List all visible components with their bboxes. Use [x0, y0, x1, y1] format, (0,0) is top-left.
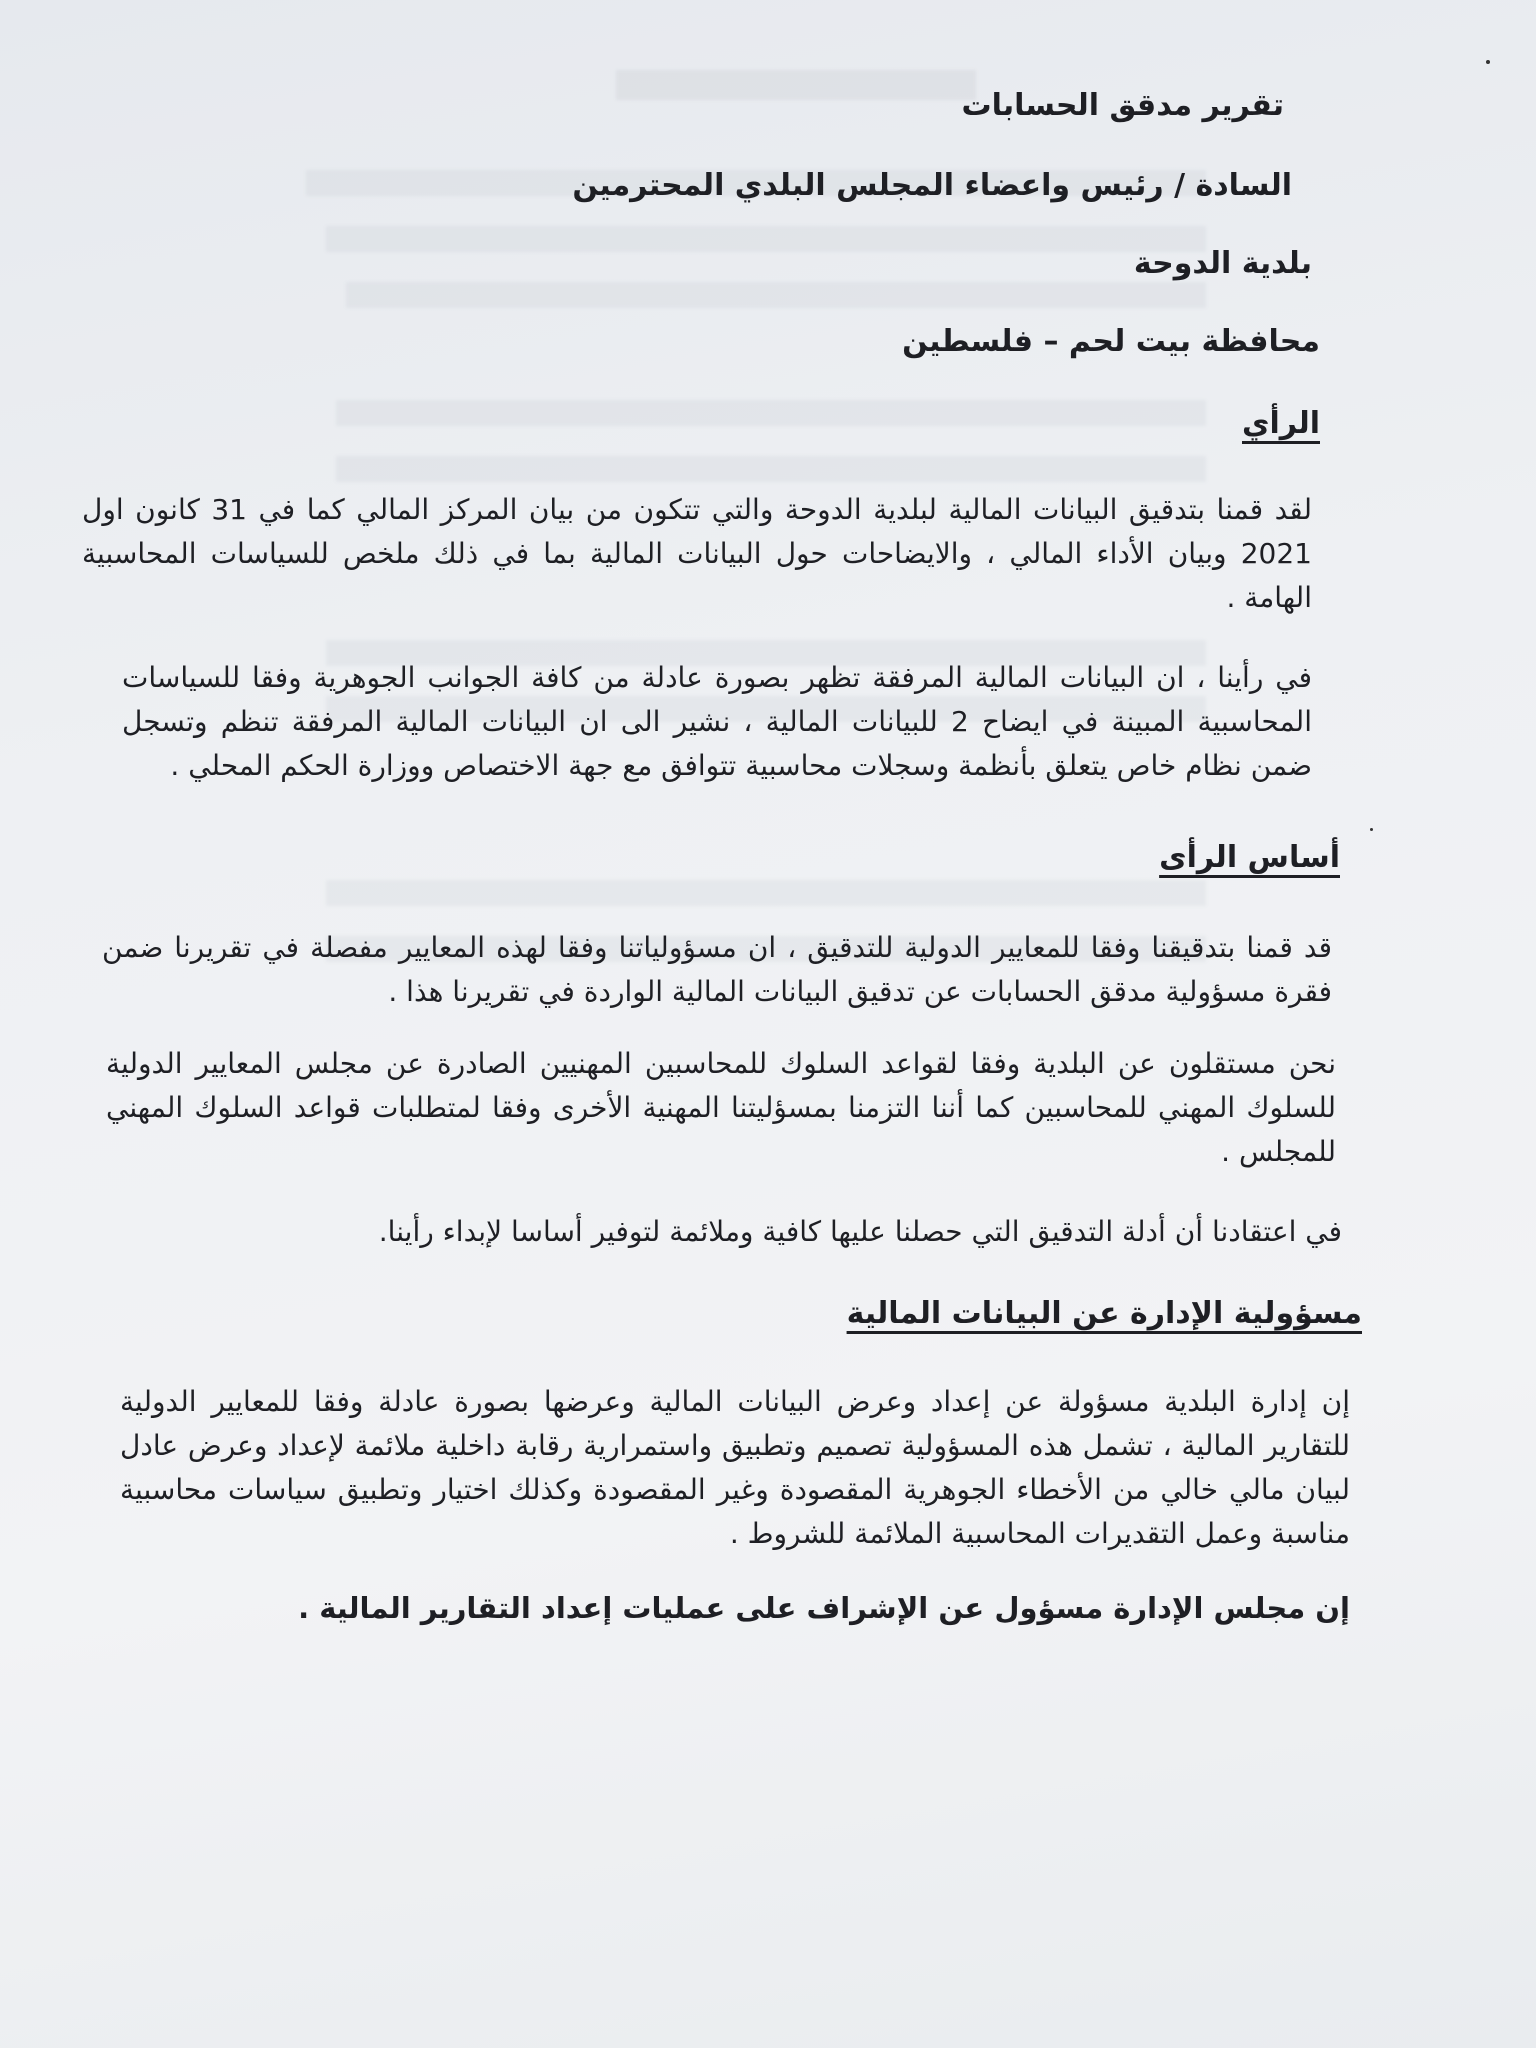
management-heading: مسؤولية الإدارة عن البيانات المالية	[846, 1296, 1362, 1331]
municipality: بلدية الدوحة	[1133, 246, 1312, 281]
report-title: تقرير مدقق الحسابات	[961, 88, 1284, 123]
addressee: السادة / رئيس واعضاء المجلس البلدي المحترمين	[572, 168, 1292, 203]
basis-paragraph-2: نحن مستقلون عن البلدية وفقا لقواعد السلوك للمحاسبين المهنيين الصادرة عن مجلس المعايير الدولية للسلوك المهني للمحاسبين كما أننا التزمنا بمسؤليتنا المهنية الأخرى وفقا لمتطلبات قواعد السلوك المهني للمجلس .	[106, 1047, 1336, 1168]
basis-paragraph-3: في اعتقادنا أن أدلة التدقيق التي حصلنا عليها كافية وملائمة لتوفير أساسا لإبداء رأينا.	[378, 1215, 1342, 1248]
basis-heading: أساس الرأى	[1159, 840, 1340, 875]
audit-report	[60, 86, 1362, 1630]
paper-speck	[1486, 60, 1490, 64]
opinion-paragraph-1: لقد قمنا بتدقيق البيانات المالية لبلدية الدوحة والتي تتكون من بيان المركز المالي كما في 31 كانون اول 2021 وبيان الأداء المالي ، والايضاحات حول البيانات المالية بما في ذلك ملخص للسياسات المحاسبية الهامة .	[82, 493, 1312, 614]
board-responsibility-statement: إن مجلس الإدارة مسؤول عن الإشراف على عمليات إعداد التقارير المالية .	[298, 1591, 1350, 1625]
opinion-paragraph-2: في رأينا ، ان البيانات المالية المرفقة تظهر بصورة عادلة من كافة الجوانب الجوهرية وفقا للسياسات المحاسبية المبينة في ايضاح 2 للبيانات المالية ، نشير الى ان البيانات المالية المرفقة تنظم وتسجل ضمن نظام خاص يتعلق بأنظمة وسجلات محاسبية تتوافق مع جهة الاختصاص ووزارة الحكم المحلي .	[122, 661, 1312, 782]
governorate: محافظة بيت لحم – فلسطين	[902, 324, 1320, 359]
management-paragraph-1: إن إدارة البلدية مسؤولة عن إعداد وعرض البيانات المالية وعرضها بصورة عادلة وفقا للمعايير الدولية للتقارير المالية ، تشمل هذه المسؤولية تصميم وتطبيق واستمرارية رقابة داخلية ملائمة لإعداد وعرض عادل لبيان مالي خالي من الأخطاء الجوهرية المقصودة وغير المقصودة وكذلك اختيار وتطبيق سياسات محاسبية مناسبة وعمل التقديرات المحاسبية الملائمة للشروط .	[120, 1385, 1350, 1550]
opinion-heading: الرأي	[1242, 406, 1320, 441]
basis-paragraph-1: قد قمنا بتدقيقنا وفقا للمعايير الدولية للتدقيق ، ان مسؤولياتنا وفقا لهذه المعايير مفصلة في تقريرنا ضمن فقرة مسؤولية مدقق الحسابات عن تدقيق البيانات المالية الواردة في تقريرنا هذا .	[102, 931, 1332, 1008]
paper-speck	[1370, 828, 1373, 831]
